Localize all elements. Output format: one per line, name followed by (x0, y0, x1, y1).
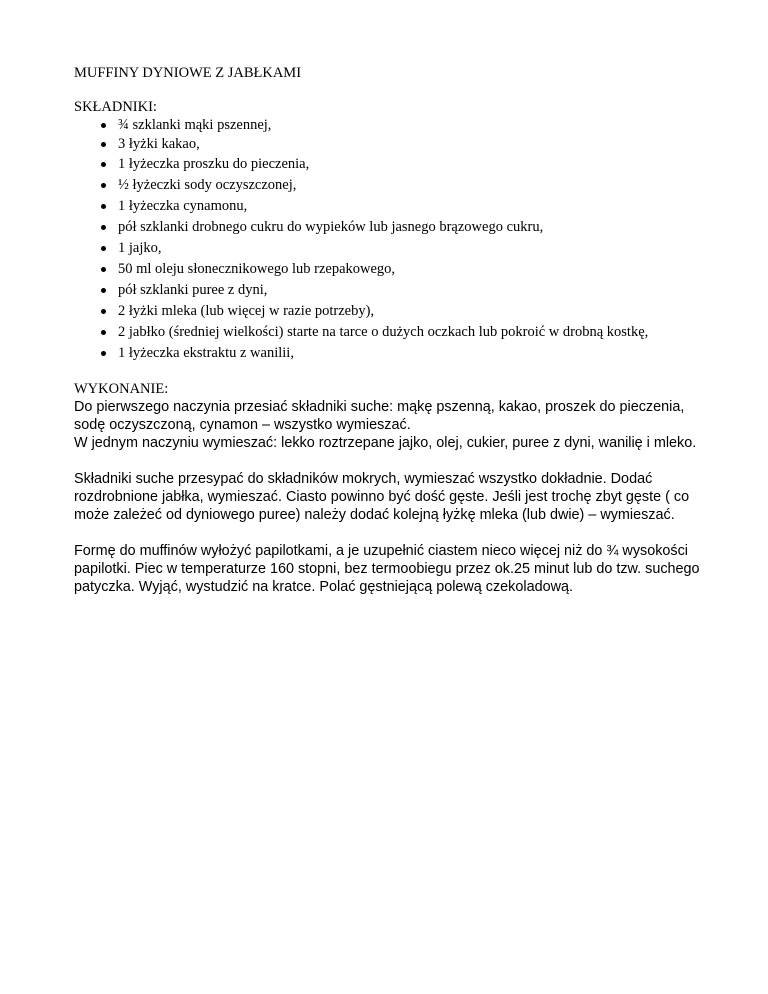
ingredients-heading: SKŁADNIKI: (74, 99, 157, 115)
list-item (74, 217, 714, 238)
ingredient-text: 2 jabłko (średniej wielkości) starte na tarce o dużych oczkach lub pokroić w drobną kostkę, (118, 324, 649, 340)
list-item (74, 238, 714, 259)
ingredient-text: 3 łyżki kakao, (118, 136, 200, 152)
bullet-icon (101, 288, 106, 293)
ingredient-text: 1 łyżeczka proszku do pieczenia, (118, 156, 310, 172)
bullet-icon (101, 142, 106, 147)
list-item (74, 116, 714, 135)
ingredient-text: 1 jajko, (118, 240, 162, 256)
ingredient-text: ½ łyżeczki sody oczyszczonej, (118, 177, 297, 193)
method-paragraph: Składniki suche przesypać do składników mokrych, wymieszać wszystko dokładnie. Dodać rozdrobnione jabłka, wymieszać. Ciasto powinno być dość gęste. Jeśli jest trochę zbyt gęste ( co może zależeć od dyniowego puree) należy dodać kolejną łyżkę mleka (lub dwie) – wymieszać. (74, 471, 690, 523)
bullet-icon (101, 309, 106, 314)
list-item (74, 175, 714, 196)
ingredient-text: 2 łyżki mleka (lub więcej w razie potrzeby), (118, 303, 375, 319)
ingredient-text: pół szklanki puree z dyni, (118, 282, 268, 298)
bullet-icon (101, 225, 106, 230)
ingredients-list (74, 116, 714, 364)
bullet-icon (101, 246, 106, 251)
recipe-title: MUFFINY DYNIOWE Z JABŁKAMI (74, 65, 302, 81)
list-item (74, 301, 714, 322)
list-item (74, 196, 714, 217)
list-item (74, 135, 714, 154)
ingredient-text: ¾ szklanki mąki pszennej, (118, 117, 272, 133)
bullet-icon (101, 123, 106, 128)
ingredient-text: 50 ml oleju słonecznikowego lub rzepakowego, (118, 261, 396, 277)
method-paragraph: Do pierwszego naczynia przesiać składniki suche: mąkę pszenną, kakao, proszek do pieczenia, sodę oczyszczoną, cynamon – wszystko wymieszać. (74, 399, 685, 433)
method-paragraph: Formę do muffinów wyłożyć papilotkami, a je uzupełnić ciastem nieco więcej niż do ¾ wysokości papilotki. Piec w temperaturze 160 stopni, bez termoobiegu przez ok.25 minut lub do tzw. suchego patyczka. Wyjąć, wystudzić na kratce. Polać gęstniejącą polewą czekoladową. (74, 543, 700, 595)
ingredient-text: pół szklanki drobnego cukru do wypieków lub jasnego brązowego cukru, (118, 219, 544, 235)
list-item (74, 259, 714, 280)
list-item (74, 322, 714, 343)
bullet-icon (101, 351, 106, 356)
method-paragraph: W jednym naczyniu wymieszać: lekko roztrzepane jajko, olej, cukier, puree z dyni, wanilię i mleko. (74, 435, 697, 451)
method-heading: WYKONANIE: (74, 381, 169, 397)
list-item (74, 280, 714, 301)
ingredient-text: 1 łyżeczka cynamonu, (118, 198, 248, 214)
ingredient-text: 1 łyżeczka ekstraktu z wanilii, (118, 345, 294, 361)
bullet-icon (101, 183, 106, 188)
bullet-icon (101, 330, 106, 335)
bullet-icon (101, 162, 106, 167)
bullet-icon (101, 267, 106, 272)
list-item (74, 154, 714, 175)
bullet-icon (101, 204, 106, 209)
list-item (74, 343, 714, 364)
document-page (74, 64, 714, 596)
